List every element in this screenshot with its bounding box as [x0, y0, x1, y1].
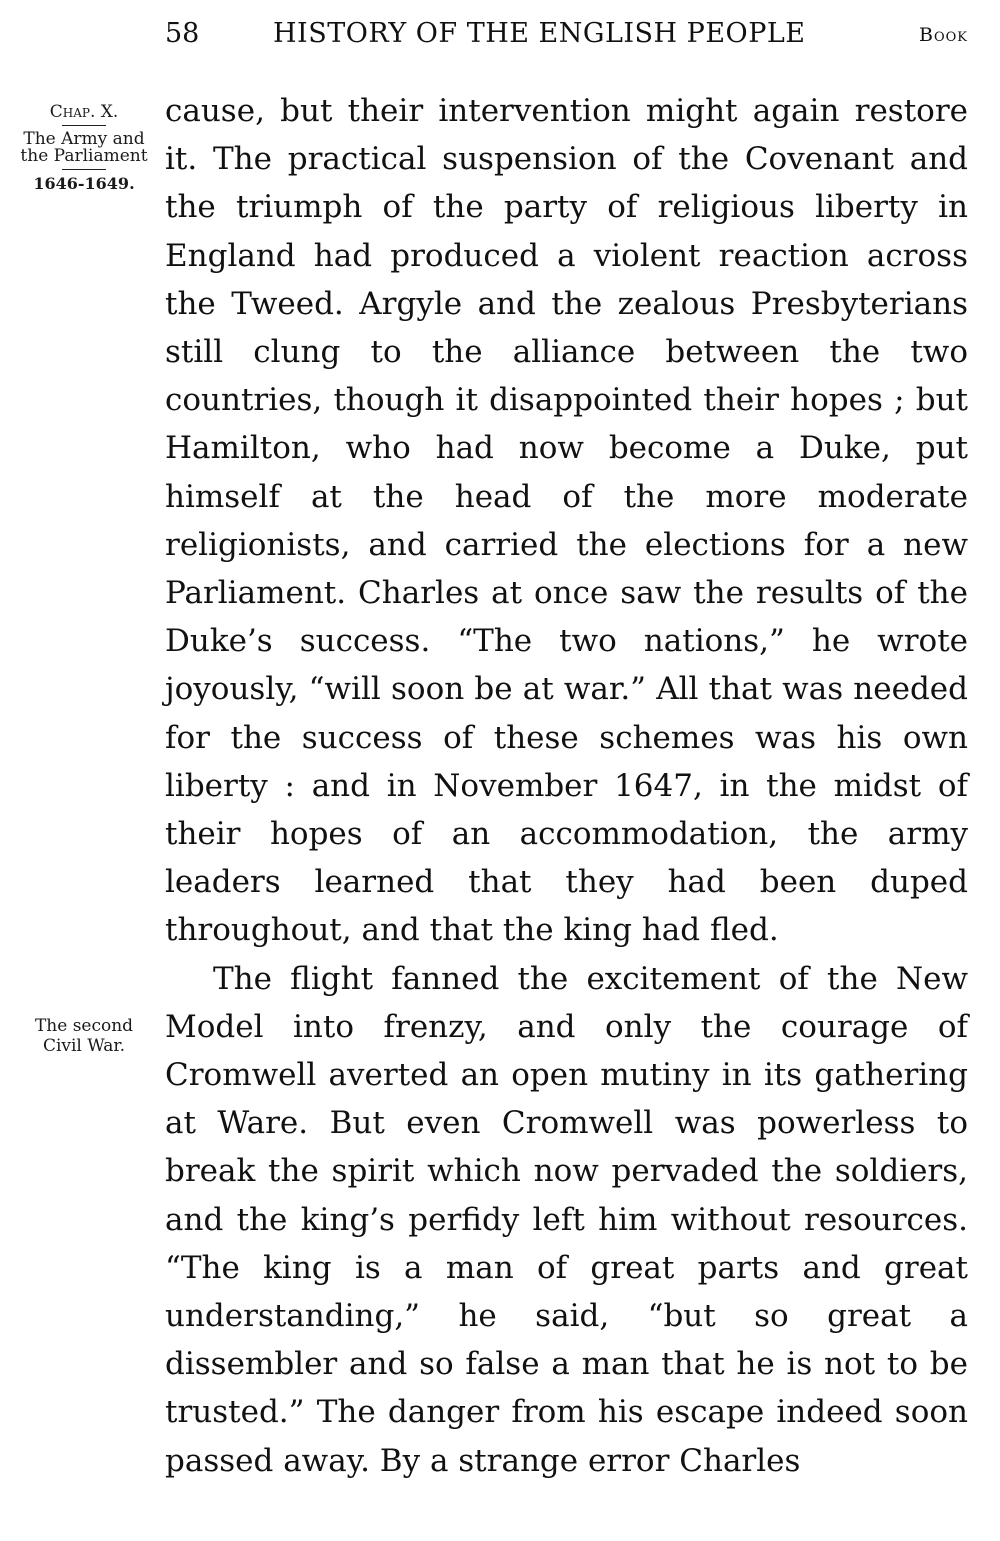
margin-rule — [62, 125, 106, 126]
margin-note-chapter — [14, 104, 154, 192]
page-number: 58 — [165, 18, 200, 49]
running-header — [165, 18, 968, 58]
date-range: 1646-1649. — [33, 174, 135, 193]
paragraph: The flight fanned the excitement of the New Model into frenzy, and only the courage of Cromwell averted an open mutiny in its gathering at Ware. But even Cromwell was powerless to break the spirit which now pervaded the soldiers, and the king’s perfidy left him without resources. “The king is a man of great parts and great understanding,” he said, “but so great a dissembler and so false a man that he is not to be trusted.” The danger from his escape indeed soon passed away. By a strange error Charles — [165, 960, 968, 1479]
body-text — [165, 87, 968, 1485]
margin-note-second-civil-war: The second Civil War. — [34, 1016, 134, 1056]
margin-rule — [62, 169, 106, 170]
topic-label: The Army and the Parliament — [20, 129, 148, 166]
paragraph: cause, but their intervention might again restore it. The practical suspension of the Covenant and the triumph of the party of religious liberty in England had produced a violent reaction across the Tweed. Argyle and the zealous Presbyterians still clung to the alliance between the two countries, though it disappointed their hopes ; but Hamilton, who had now become a Duke, put himself at the head of the more moderate religionists, and carried the elections for a new Parliament. Charles at once saw the results of the Duke’s success. “The two nations,” he wrote joyously, “will soon be at war.” All that was needed for the success of these schemes was his own liberty : and in November 1647, in the midst of their hopes of an accommodation, the army leaders learned that they had been duped throughout, and that the king had fled. — [165, 93, 968, 949]
book-label: Book — [919, 24, 968, 46]
running-title: HISTORY OF THE ENGLISH PEOPLE — [273, 18, 806, 49]
chapter-label: Chap. X. — [49, 102, 119, 122]
